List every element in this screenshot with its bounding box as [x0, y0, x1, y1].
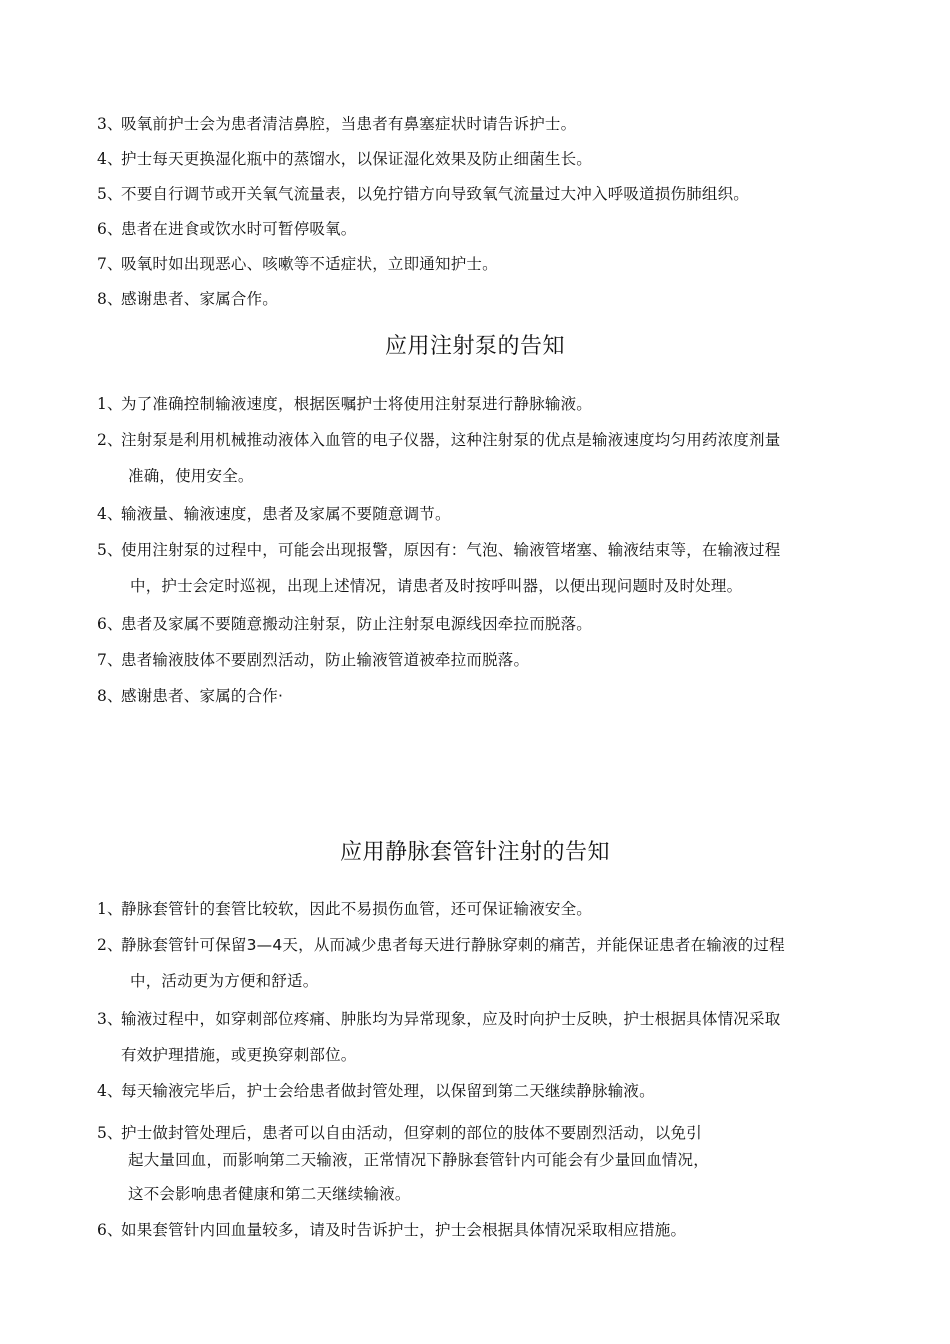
item-number: 2、: [97, 431, 123, 449]
list-item-continuation: 这不会影响患者健康和第二天继续输液。: [128, 1185, 411, 1203]
list-item: [97, 935, 785, 955]
item-number: 6、: [97, 220, 123, 238]
item-number: 5、: [97, 185, 123, 203]
item-text: 护士每天更换湿化瓶中的蒸馏水，以保证湿化效果及防止细菌生长。: [121, 150, 593, 168]
list-item: [97, 114, 576, 134]
item-number: 4、: [97, 1082, 123, 1100]
list-item: [97, 540, 780, 560]
list-item-continuation: 准确，使用安全。: [128, 467, 254, 485]
item-text: 输液过程中，如穿刺部位疼痛、肿胀均为异常现象，应及时向护士反映，护士根据具体情况采取: [121, 1010, 781, 1028]
section-title-syringe-pump: 应用注射泵的告知: [384, 334, 565, 359]
item-text: 患者在进食或饮水时可暂停吸氧。: [121, 220, 357, 238]
item-text: 每天输液完毕后，护士会给患者做封管处理，以保留到第二天继续静脉输液。: [121, 1082, 655, 1100]
item-text: 静脉套管针的套管比较软，因此不易损伤血管，还可保证输液安全。: [121, 900, 593, 918]
item-number: 8、: [97, 687, 123, 705]
item-number: 3、: [97, 1010, 123, 1028]
item-text: 患者输液肢体不要剧烈活动，防止输液管道被牵拉而脱落。: [121, 651, 530, 669]
item-number: 5、: [97, 541, 123, 559]
item-number: 1、: [97, 900, 123, 918]
list-item: [97, 219, 357, 239]
item-number: 2、: [97, 936, 123, 954]
list-item: [97, 1220, 686, 1240]
item-text: 输液量、输液速度，患者及家属不要随意调节。: [121, 505, 451, 523]
item-text: 护士做封管处理后，患者可以自由活动，但穿刺的部位的肢体不要剧烈活动，以免引: [121, 1124, 702, 1142]
item-number: 3、: [97, 115, 123, 133]
item-text: 感谢患者、家属的合作·: [121, 687, 284, 705]
list-item-continuation: 中，活动更为方便和舒适。: [130, 972, 319, 990]
list-item: [97, 184, 749, 204]
section-title-iv-cannula: 应用静脉套管针注射的告知: [339, 840, 610, 865]
item-text: 静脉套管针可保留3—4天，从而减少患者每天进行静脉穿刺的痛苦，并能保证患者在输液的过程: [121, 936, 785, 954]
item-text: 感谢患者、家属合作。: [121, 290, 279, 308]
list-item: [97, 254, 498, 274]
list-item: [97, 149, 592, 169]
item-number: 1、: [97, 395, 123, 413]
item-number: 8、: [97, 290, 123, 308]
list-item-continuation: 起大量回血，而影响第二天输液，正常情况下静脉套管针内可能会有少量回血情况，: [128, 1151, 709, 1169]
list-item: [97, 686, 283, 706]
item-text: 吸氧时如出现恶心、咳嗽等不适症状，立即通知护士。: [121, 255, 498, 273]
item-number: 4、: [97, 150, 123, 168]
list-item: [97, 650, 529, 670]
list-item: [97, 899, 592, 919]
item-number: 4、: [97, 505, 123, 523]
item-number: 7、: [97, 651, 123, 669]
item-text: 使用注射泵的过程中，可能会出现报警，原因有：气泡、输液管堵塞、输液结束等，在输液过程: [121, 541, 781, 559]
item-number: 6、: [97, 1221, 123, 1239]
item-number: 5、: [97, 1124, 123, 1142]
list-item: [97, 289, 278, 309]
list-item: [97, 394, 592, 414]
list-item: [97, 1123, 702, 1143]
list-item-continuation: 有效护理措施，或更换穿刺部位。: [121, 1046, 357, 1064]
item-text: 患者及家属不要随意搬动注射泵，防止注射泵电源线因牵拉而脱落。: [121, 615, 593, 633]
list-item: [97, 1081, 655, 1101]
item-text: 如果套管针内回血量较多，请及时告诉护士，护士会根据具体情况采取相应措施。: [121, 1221, 687, 1239]
list-item: [97, 504, 451, 524]
list-item: [97, 430, 780, 450]
item-text: 注射泵是利用机械推动液体入血管的电子仪器，这种注射泵的优点是输液速度均匀用药浓度剂量: [121, 431, 781, 449]
item-text: 为了准确控制输液速度，根据医嘱护士将使用注射泵进行静脉输液。: [121, 395, 593, 413]
item-number: 6、: [97, 615, 123, 633]
item-text: 吸氧前护士会为患者清洁鼻腔，当患者有鼻塞症状时请告诉护士。: [121, 115, 577, 133]
item-number: 7、: [97, 255, 123, 273]
list-item: [97, 1009, 780, 1029]
list-item: [97, 614, 592, 634]
item-text: 不要自行调节或开关氧气流量表，以免拧错方向导致氧气流量过大冲入呼吸道损伤肺组织。: [121, 185, 750, 203]
list-item-continuation: 中，护士会定时巡视，出现上述情况，请患者及时按呼叫器，以便出现问题时及时处理。: [130, 577, 743, 595]
